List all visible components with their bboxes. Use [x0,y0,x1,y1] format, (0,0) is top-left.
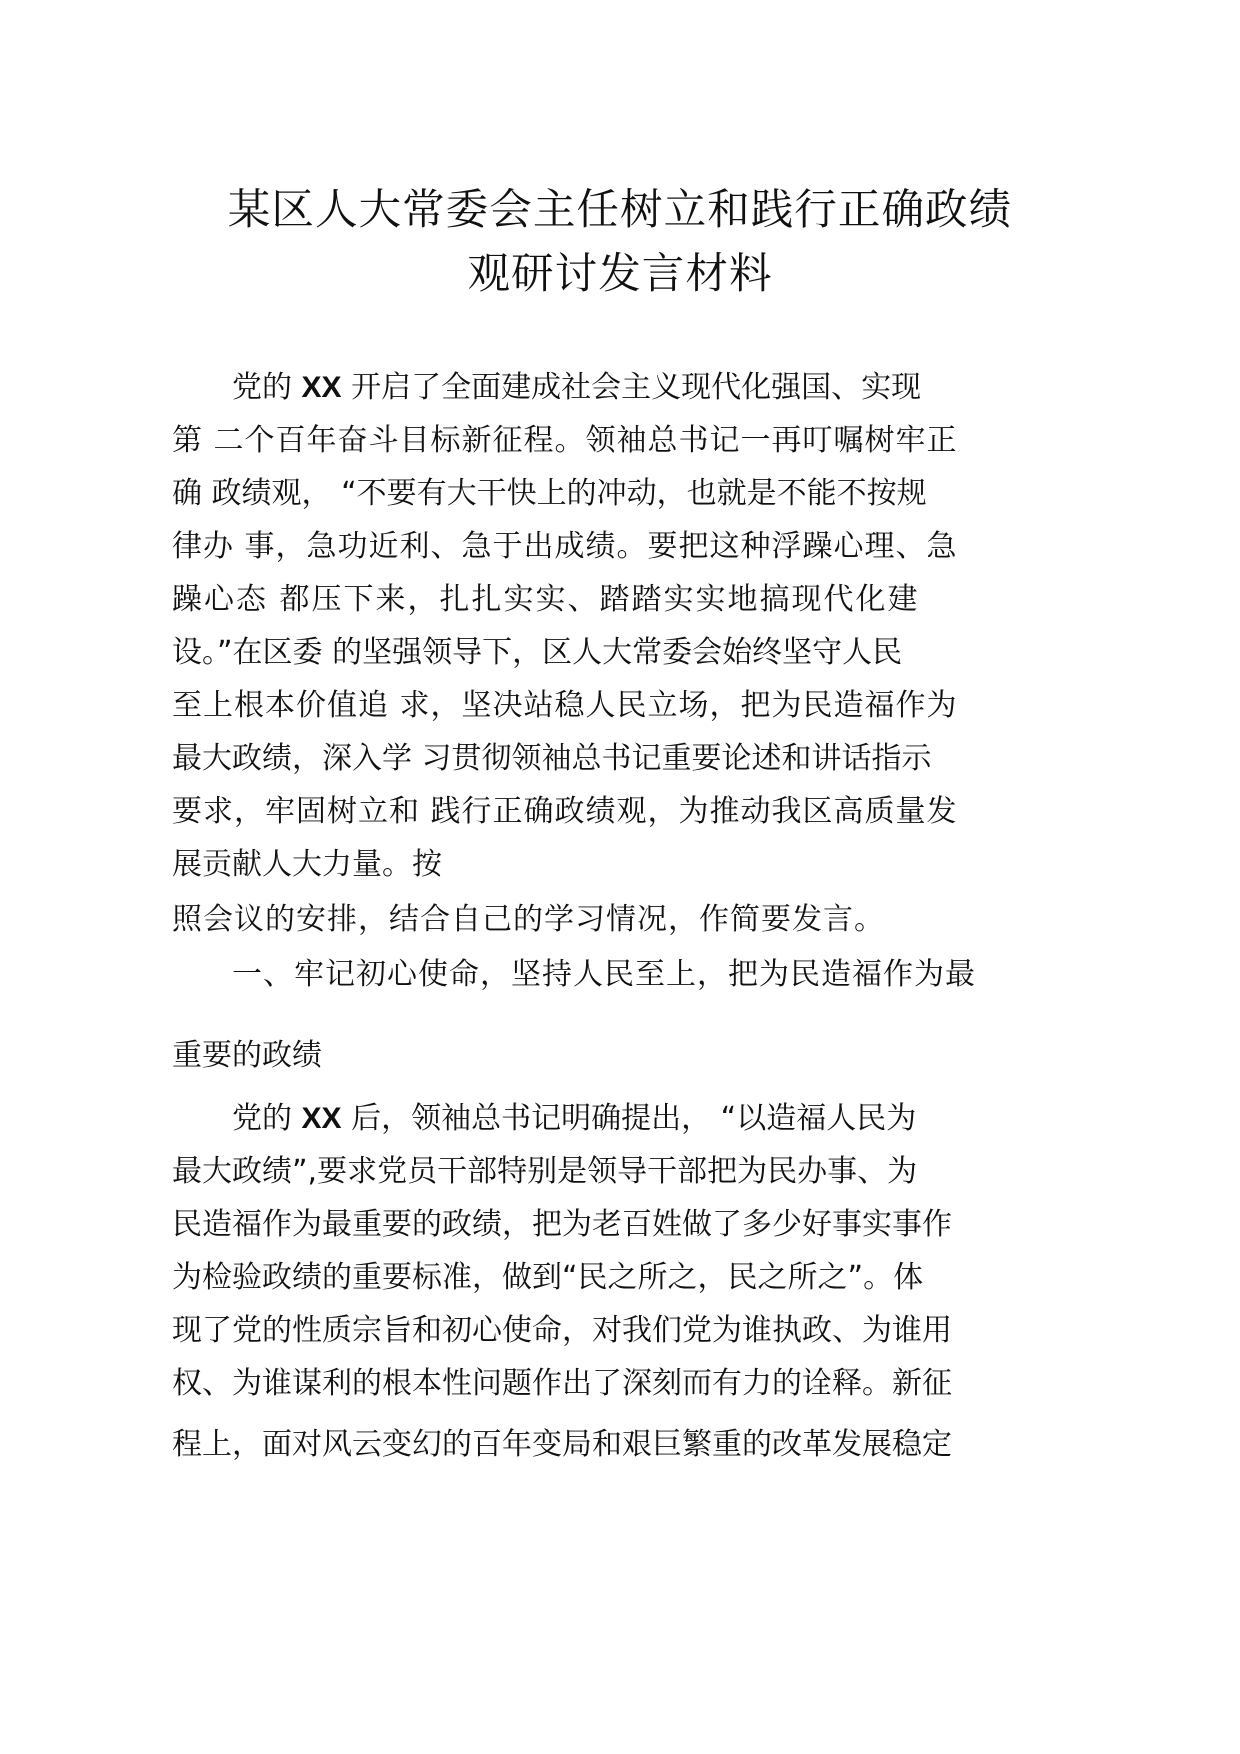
paragraph-3-line-1: 党的 XX 后，领袖总书记明确提出， “以造福人民为 [232,1101,917,1136]
paragraph-1-line-1: 党的 XX 开启了全面建成社会主义现代化强国、实现 [232,370,922,405]
paragraph-1-line-7: 至上根本价值追 求，坚决站稳人民立场，把为民造福作为 [172,688,958,723]
paragraph-1-line-10: 展贡献人大力量。按 [172,847,442,882]
paragraph-3-line-4: 为检验政绩的重要标准，做到“民之所之，民之所之”。体 [172,1260,924,1295]
paragraph-1-line-6: 设。”在区委 的坚强领导下，区人大常委会始终坚守人民 [172,635,903,670]
paragraph-3-line-7: 程上，面对风云变幻的百年变局和艰巨繁重的改革发展稳定 [172,1427,952,1462]
paragraph-3-line-3: 民造福作为最重要的政绩，把为老百姓做了多少好事实事作 [172,1207,952,1242]
paragraph-1-line-3: 确 政绩观， “不要有大干快上的冲动，也就是不能不按规 [172,476,927,511]
paragraph-3-line-5: 现了党的性质宗旨和初心使命，对我们党为谁执政、为谁用 [172,1313,952,1348]
document-title-line-2: 观研讨发言材料 [467,249,773,299]
paragraph-1-line-5: 躁心态 都压下来，扎扎实实、踏踏实实地搞现代化建 [172,582,920,617]
paragraph-1-line-9: 要求，牢固树立和 践行正确政绩观，为推动我区高质量发 [172,794,958,829]
document-title-line-1: 某区人大常委会主任树立和践行正确政绩 [227,185,1013,235]
paragraph-2: 照会议的安排，结合自己的学习情况，作简要发言。 [172,902,885,937]
section-heading-1-line-2: 重要的政绩 [172,1038,322,1073]
paragraph-1-line-4: 律办 事，急功近利、急于出成绩。要把这种浮躁心理、急 [172,529,958,564]
paragraph-1-line-2: 第 二个百年奋斗目标新征程。领袖总书记一再叮嘱树牢正 [172,423,958,458]
section-heading-1-line-1: 一、牢记初心使命，坚持人民至上，把为民造福作为最 [232,957,976,992]
paragraph-1-line-8: 最大政绩，深入学 习贯彻领袖总书记重要论述和讲话指示 [172,741,932,776]
paragraph-3-line-2: 最大政绩”,要求党员干部特别是领导干部把为民办事、为 [172,1154,918,1189]
paragraph-3-line-6: 权、为谁谋利的根本性问题作出了深刻而有力的诠释。新征 [172,1366,952,1401]
